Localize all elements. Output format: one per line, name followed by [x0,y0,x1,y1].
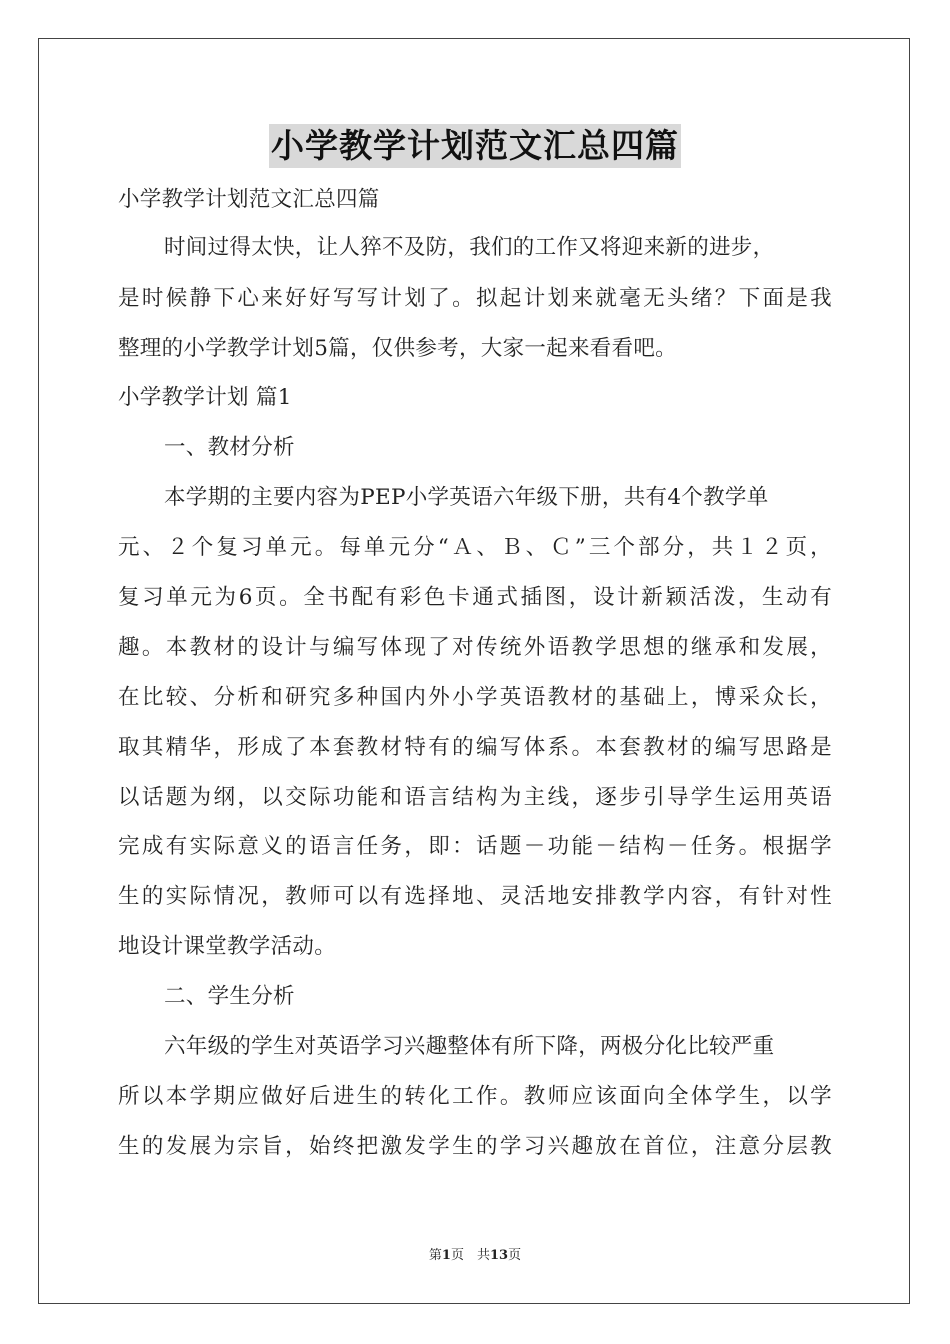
footer-mid: 页 共 [450,1248,490,1263]
paragraph-line: 本学期的主要内容为PEP小学英语六年级下册，共有4个教学单 [164,485,769,510]
current-page-number: 1 [441,1248,451,1263]
paragraph-line: 地设计课堂教学活动。 [118,934,337,959]
paragraph-line: 所以本学期应做好后进生的转化工作。教师应该面向全体学生，以学 [118,1084,832,1109]
paragraph-line: 完成有实际意义的语言任务，即：话题－功能－结构－任务。根据学 [118,834,832,859]
paragraph-line: 生的实际情况，教师可以有选择地、灵活地安排教学内容，有针对性 [118,884,832,909]
paragraph-line: 时间过得太快，让人猝不及防，我们的工作又将迎来新的进步， [164,235,775,260]
subsection-heading: 二、学生分析 [164,984,295,1009]
footer-suffix: 页 [508,1248,522,1263]
section-heading: 小学教学计划 篇1 [118,385,292,410]
page-border [38,38,910,1304]
paragraph-line: 生的发展为宗旨，始终把激发学生的学习兴趣放在首位，注意分层教 [118,1134,832,1159]
paragraph-line: 复习单元为6页。全书配有彩色卡通式插图，设计新颖活泼，生动有 [118,585,832,610]
paragraph-line: 趣。本教材的设计与编写体现了对传统外语教学思想的继承和发展， [118,635,832,660]
footer-prefix: 第 [428,1248,442,1263]
paragraph-line: 以话题为纲，以交际功能和语言结构为主线，逐步引导学生运用英语 [118,785,832,810]
paragraph-line: 整理的小学教学计划5篇，仅供参考，大家一起来看看吧。 [118,336,677,361]
subtitle-line: 小学教学计划范文汇总四篇 [118,187,380,212]
paragraph-line: 六年级的学生对英语学习兴趣整体有所下降，两极分化比较严重 [164,1034,775,1059]
title-container [0,124,950,168]
document-title: 小学教学计划范文汇总四篇 [269,124,681,168]
subsection-heading: 一、教材分析 [164,435,295,460]
paragraph-line: 元、２个复习单元。每单元分“Ａ、Ｂ、Ｃ”三个部分，共１２页， [118,535,832,560]
paragraph-line: 取其精华，形成了本套教材特有的编写体系。本套教材的编写思路是 [118,735,832,760]
total-pages-number: 13 [489,1248,509,1263]
paragraph-line: 是时候静下心来好好写写计划了。拟起计划来就毫无头绪？下面是我 [118,286,832,311]
paragraph-line: 在比较、分析和研究多种国内外小学英语教材的基础上，博采众长， [118,685,832,710]
page-footer [0,1244,950,1263]
